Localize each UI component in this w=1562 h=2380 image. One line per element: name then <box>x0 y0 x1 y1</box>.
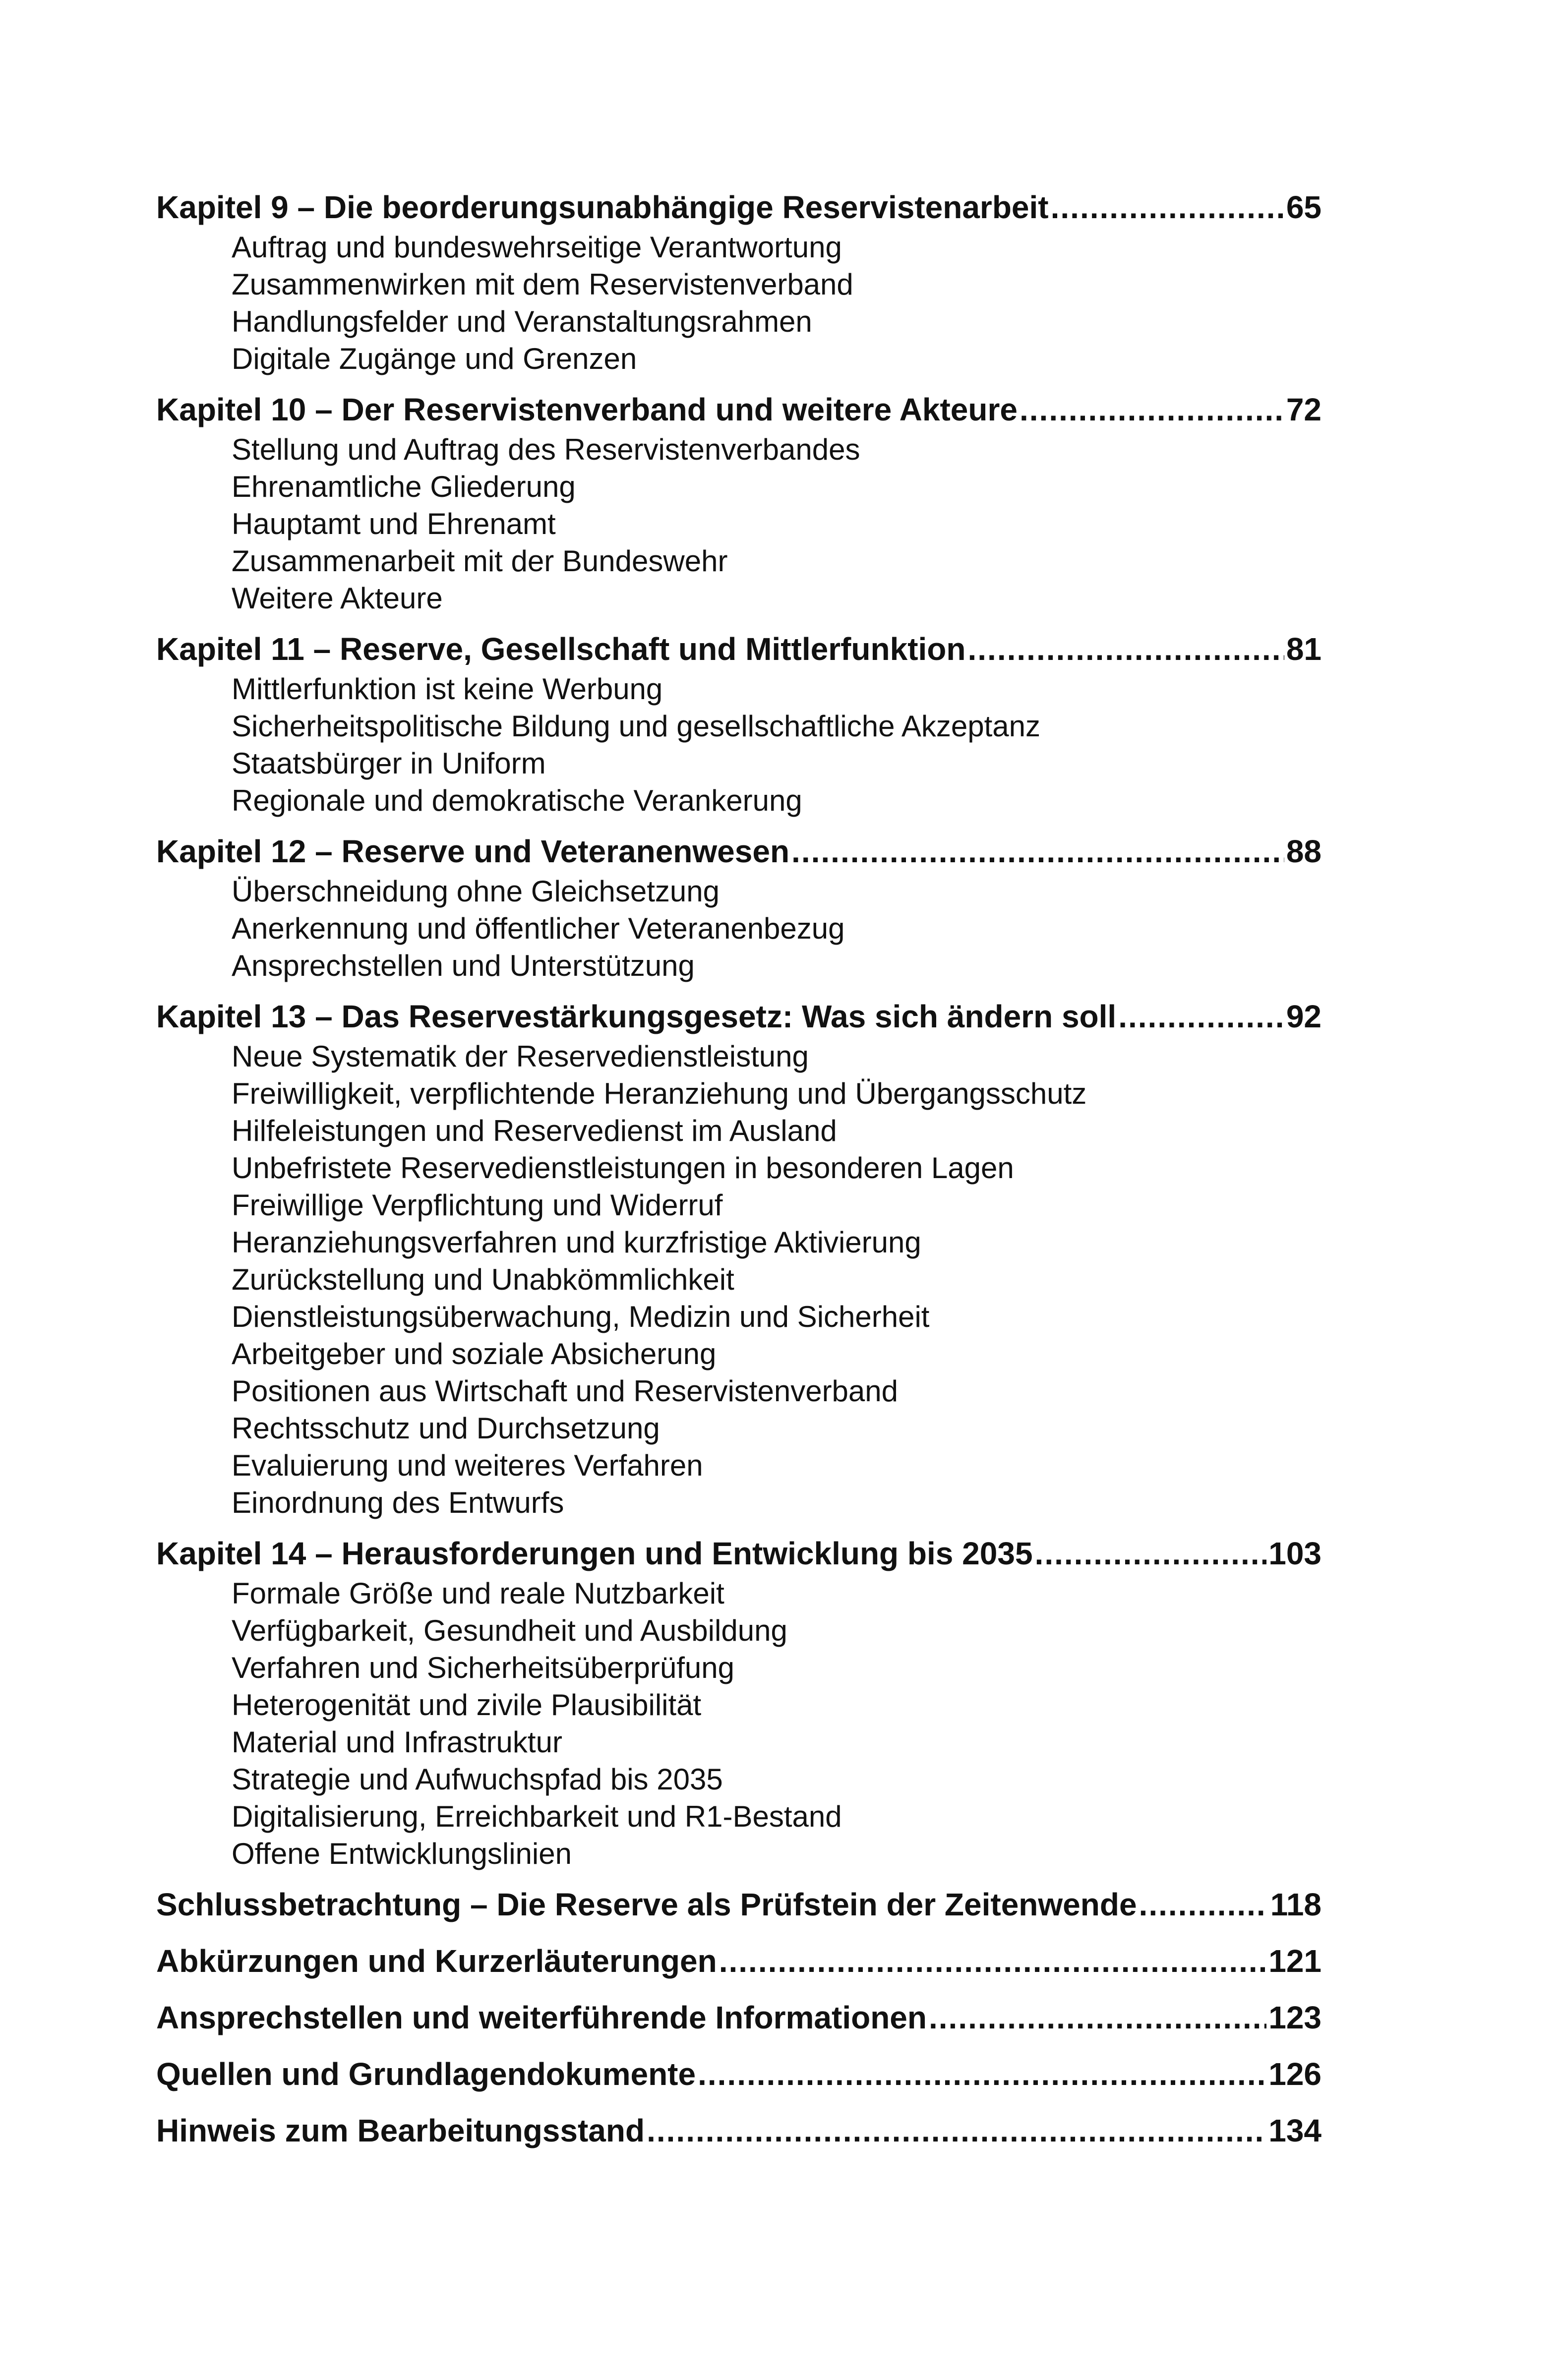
toc-subsection: Freiwilligkeit, verpflichtende Heranziehung und Übergangsschutz <box>232 1077 1087 1110</box>
toc-subsection: Zurückstellung und Unabkömmlichkeit <box>232 1263 734 1296</box>
toc-subsection: Arbeitgeber und soziale Absicherung <box>232 1337 717 1370</box>
toc-entry-title: Schlussbetrachtung – Die Reserve als Prüfstein der Zeitenwende <box>156 1887 1137 1922</box>
toc-subsection: Weitere Akteure <box>232 582 443 615</box>
toc-leader-dots <box>647 2109 1266 2152</box>
toc-page-number: 126 <box>1268 2056 1322 2092</box>
toc-leader-dots <box>791 830 1284 873</box>
toc-subsection: Heranziehungsverfahren und kurzfristige Aktivierung <box>232 1226 921 1259</box>
toc-subsection: Material und Infrastruktur <box>232 1726 562 1759</box>
toc-entry-title: Hinweis zum Bearbeitungsstand <box>156 2113 645 2148</box>
toc-leader-dots <box>1051 186 1284 229</box>
toc-entry[interactable] <box>156 1940 1322 1982</box>
toc-leader-dots <box>698 2053 1266 2095</box>
toc-entry-title: Kapitel 14 – Herausforderungen und Entwicklung bis 2035 <box>156 1536 1033 1571</box>
toc-subsection: Anerkennung und öffentlicher Veteranenbezug <box>232 912 845 945</box>
toc-entry-title: Ansprechstellen und weiterführende Informationen <box>156 2000 927 2035</box>
toc-subsection: Handlungsfelder und Veranstaltungsrahmen <box>232 305 812 338</box>
toc-entry-title: Abkürzungen und Kurzerläuterungen <box>156 1943 717 1979</box>
toc-subsection-list <box>156 431 1322 617</box>
toc-chapter-12 <box>156 830 1322 984</box>
toc-subsection-list <box>156 229 1322 377</box>
toc-entry-title: Kapitel 10 – Der Reservistenverband und weitere Akteure <box>156 392 1018 427</box>
toc-leader-dots <box>967 628 1284 670</box>
toc-chapter-10 <box>156 388 1322 617</box>
toc-subsection: Dienstleistungsüberwachung, Medizin und Sicherheit <box>232 1300 930 1333</box>
toc-subsection: Einordnung des Entwurfs <box>232 1486 564 1519</box>
toc-subsection: Rechtsschutz und Durchsetzung <box>232 1412 660 1445</box>
toc-subsection: Unbefristete Reservedienstleistungen in besonderen Lagen <box>232 1151 1014 1185</box>
toc-entry[interactable] <box>156 1883 1322 1926</box>
toc-leader-dots <box>1035 1532 1267 1575</box>
toc-subsection: Ehrenamtliche Gliederung <box>232 470 576 503</box>
toc-page-number: 134 <box>1268 2113 1322 2148</box>
toc-leader-dots <box>929 1996 1266 2039</box>
toc-chapter-9 <box>156 186 1322 377</box>
toc-subsection: Überschneidung ohne Gleichsetzung <box>232 875 720 908</box>
toc-entry[interactable] <box>156 830 1322 873</box>
toc-subsection: Staatsbürger in Uniform <box>232 747 546 780</box>
toc-page-number: 88 <box>1286 833 1322 869</box>
toc-entry[interactable] <box>156 628 1322 670</box>
toc-page-number: 103 <box>1268 1536 1322 1571</box>
toc-leader-dots <box>1118 995 1284 1038</box>
toc-subsection: Hilfeleistungen und Reservedienst im Ausland <box>232 1114 837 1147</box>
toc-page-number: 118 <box>1270 1887 1322 1922</box>
toc-subsection: Auftrag und bundeswehrseitige Verantwortung <box>232 231 842 264</box>
toc-leader-dots <box>1020 388 1284 431</box>
toc-chapter-14 <box>156 1532 1322 1872</box>
toc-subsection: Hauptamt und Ehrenamt <box>232 507 556 540</box>
toc-page-number: 72 <box>1286 392 1322 427</box>
toc-subsection-list <box>156 1038 1322 1521</box>
toc-subsection-list <box>156 670 1322 819</box>
toc-entry-title: Quellen und Grundlagendokumente <box>156 2056 696 2092</box>
toc-entry[interactable] <box>156 2053 1322 2095</box>
toc-leader-dots <box>1139 1883 1268 1926</box>
toc-subsection: Evaluierung und weiteres Verfahren <box>232 1449 703 1482</box>
toc-subsection: Zusammenwirken mit dem Reservistenverband <box>232 268 853 301</box>
toc-subsection: Stellung und Auftrag des Reservistenverbandes <box>232 433 860 466</box>
toc-subsection: Freiwillige Verpflichtung und Widerruf <box>232 1189 723 1222</box>
table-of-contents <box>156 186 1322 2166</box>
toc-subsection: Heterogenität und zivile Plausibilität <box>232 1688 702 1722</box>
toc-subsection: Formale Größe und reale Nutzbarkeit <box>232 1577 724 1610</box>
toc-chapter-13 <box>156 995 1322 1521</box>
toc-page-number: 81 <box>1286 631 1322 667</box>
toc-subsection: Regionale und demokratische Verankerung <box>232 784 802 817</box>
toc-subsection: Positionen aus Wirtschaft und Reservistenverband <box>232 1374 899 1408</box>
toc-subsection: Strategie und Aufwuchspfad bis 2035 <box>232 1763 723 1796</box>
toc-subsection: Digitalisierung, Erreichbarkeit und R1-Bestand <box>232 1800 842 1833</box>
toc-leader-dots <box>719 1940 1267 1982</box>
toc-entry[interactable] <box>156 995 1322 1038</box>
toc-page-number: 92 <box>1286 999 1322 1034</box>
toc-page-number: 123 <box>1268 2000 1322 2035</box>
toc-subsection: Sicherheitspolitische Bildung und gesellschaftliche Akzeptanz <box>232 710 1040 743</box>
toc-subsection-list <box>156 1575 1322 1872</box>
toc-subsection: Digitale Zugänge und Grenzen <box>232 342 637 375</box>
toc-subsection: Offene Entwicklungslinien <box>232 1837 572 1870</box>
toc-entry-title: Kapitel 11 – Reserve, Gesellschaft und Mittlerfunktion <box>156 631 966 667</box>
toc-subsection: Zusammenarbeit mit der Bundeswehr <box>232 544 728 578</box>
toc-subsection-list <box>156 873 1322 984</box>
toc-page-number: 65 <box>1286 189 1322 225</box>
toc-chapter-11 <box>156 628 1322 819</box>
toc-subsection: Ansprechstellen und Unterstützung <box>232 949 695 982</box>
toc-subsection: Verfahren und Sicherheitsüberprüfung <box>232 1651 735 1684</box>
toc-entry[interactable] <box>156 186 1322 229</box>
toc-back-matter <box>156 1883 1322 2152</box>
toc-subsection: Mittlerfunktion ist keine Werbung <box>232 672 663 706</box>
toc-entry[interactable] <box>156 1532 1322 1575</box>
toc-entry-title: Kapitel 9 – Die beorderungsunabhängige Reservistenarbeit <box>156 189 1049 225</box>
toc-entry-title: Kapitel 12 – Reserve und Veteranenwesen <box>156 833 790 869</box>
toc-entry-title: Kapitel 13 – Das Reservestärkungsgesetz: Was sich ändern soll <box>156 999 1117 1034</box>
toc-entry[interactable] <box>156 388 1322 431</box>
toc-entry[interactable] <box>156 2109 1322 2152</box>
toc-subsection: Neue Systematik der Reservedienstleistung <box>232 1040 809 1073</box>
toc-page-number: 121 <box>1268 1943 1322 1979</box>
toc-subsection: Verfügbarkeit, Gesundheit und Ausbildung <box>232 1614 787 1647</box>
toc-entry[interactable] <box>156 1996 1322 2039</box>
